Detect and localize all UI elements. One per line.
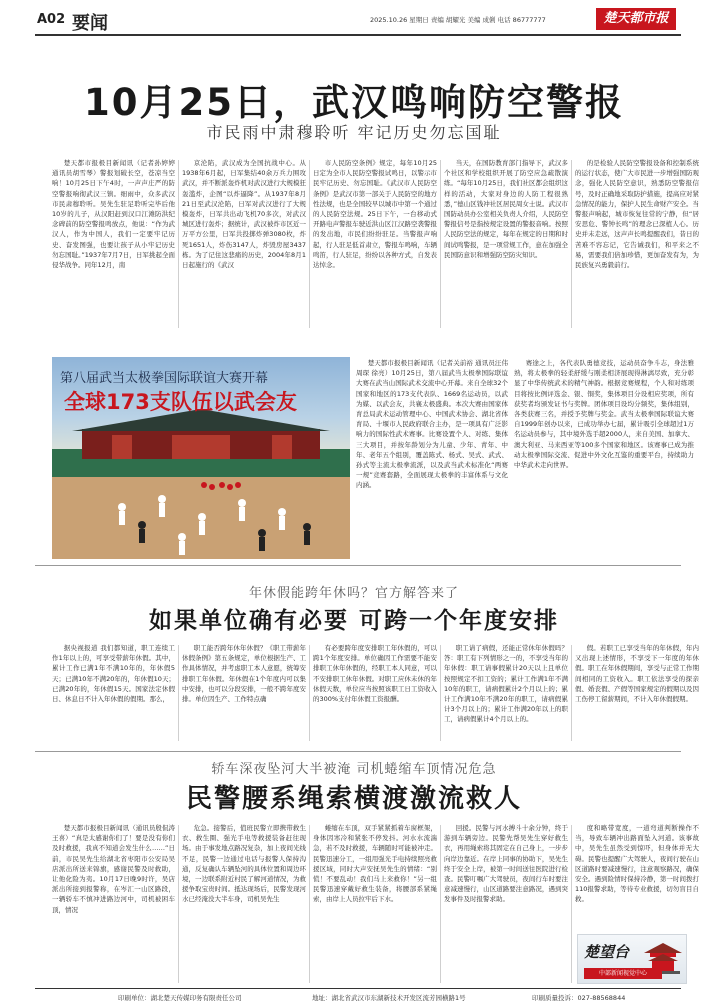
lead-headline: 10月25日，武汉鸣响防空警报 (84, 81, 624, 124)
footer-printer: 印刷单位：湖北楚天传媒印务有限责任公司 (118, 994, 242, 1002)
divider (309, 645, 310, 741)
divider (178, 160, 179, 328)
divider (571, 825, 572, 983)
divider (440, 825, 441, 983)
taiji-photo-title: 全球173支队伍以武会友 (64, 390, 297, 414)
paper-logo (596, 8, 676, 30)
page-label: A02 (37, 12, 66, 27)
taiji-col-2: 赛途之上，各代表队勇德竞技，运动员奋争斗志，身法雅熟，将太极拳的轻柔舒缓与刚柔相济展现得淋漓尽致，充分彰显了中华传统武术的精气神韵。根据竞赛规程，个人和对练项目将按比例评选金、银、铜奖，集体项目分设相应奖项，所有获奖者均颁发证书与奖牌。团体项目设均分频奖，集体组别，各类获赛三名，并授予奖牌与奖金。武当太极拳国际联谊大赛自1999年创办以来，已成功举办七届，累计吸引全球超过1万名运动员参与，其中境外选手超2000人，来自美国、加拿大、澳大利亚、马来西亚等100多个国家和地区。该赛事已成为推动太极拳国际交流、促进中外文化互鉴的重要平台，持续助力中华武术走向世界。 (514, 359, 694, 470)
taiji-col-1: 楚天都市报极目新闻讯（记者关前裕 通讯员汪伟 周琛 徐亮）10月25日，第八届武当太极拳国际联谊大赛在武当山国际武术交流中心开幕。来自全球32个国家和地区的173支代表队、1669名运动员，以武为媒、以武会友，共襄太极盛典。本次大赛由国家体育总局武术运动管理中心、中国武术协会、湖北省体育局、十堰市人民政府联合主办，是一项具有广泛影响力的国际性武术赛事。比赛设置个人、对练、集体三大项目，并按年龄划分为儿童、少年、青年、中年、老年五个组别，覆盖陈式、杨式、吴式、武式、孙式等主流太极拳流派，以及武当武术标准化“两赛一规”竞赛套路，全面展现太极拳的丰富体系与文化内涵。 (356, 359, 508, 490)
divider (309, 160, 310, 328)
ad-logo: 楚望台 (584, 943, 630, 961)
masthead-rule (35, 34, 681, 36)
section-rule (35, 751, 681, 752)
leave-col-1: 据央视报道 我们都知道，职工连续工作1年以上的，可享受带薪年休假。其中，累计工作已满1年不满10年的，年休假5天；已满10年不满20年的，年休假10天；已满20年的，年休假15天。国家法定休假日、休息日不计入年休假的假期。那么， (52, 644, 175, 704)
rescue-col-1: 楚天都市报极目新闻讯（通讯员殷侃涛 王喜）“真是太感谢你们了！要是没有你们及时救援，我真不知道会发生什么……”日前，市民吴先生给湖北省枣阳市公安局吴店派出所送来锦旗，感谢民警及时救助，让他化险为夷。10月17日晚9时许，吴店派出所接到报警称，在岑汇一山区路段，一辆轿车不慎冲进路边河中，司机被困车顶，情况 (52, 824, 175, 914)
divider (571, 645, 572, 741)
leave-col-5: 假。若职工已享受当年的年休假，年内又出现上述情形，不享受下一年度的年休假。职工在年休假期间，享受与正常工作期间相同的工资收入。职工依法享受的探亲假、婚丧假、产假等国家规定的假期以及因工伤停工留薪期间，不计入年休假假期。 (575, 644, 699, 704)
divider (178, 825, 179, 983)
taiji-photo-kicker: 第八届武当太极拳国际联谊大赛开幕 (60, 371, 269, 386)
lead-subhead: 市民雨中肃穆聆听 牢记历史勿忘国耻 (206, 123, 502, 142)
taiji-photo (52, 357, 350, 559)
lead-col-3: 市人民防空条例》规定，每年10月25日定为全市人民防空警报试鸣日，以警示市民牢记历史、勿忘国耻。《武汉市人民防空条例》是武汉市第一部关于人民防空的地方性法规，也是全国较早以城市中第一个通过的人民防空法规。25日下午，一台移动式开路电声警报车驶近洪山区江汉路空袭警报的发出地，市民们纷纷驻足。当警报声响起，行人驻足低首肃立，警报车鸣响，车辆鸣笛，行人驻足，纷纷以各种方式，自发表达悼念。 (313, 159, 437, 270)
section-title: 要闻 (72, 13, 108, 34)
rescue-kicker: 轿车深夜坠河大半被淹 司机蜷缩车顶情况危急 (211, 762, 497, 777)
masthead (0, 0, 708, 42)
date-line: 2025.10.26 星期日 责编 胡耀光 美编 成俐 电话 86777777 (370, 16, 546, 24)
leave-kicker: 年休假能跨年休吗？官方解答来了 (248, 586, 459, 601)
leave-headline: 如果单位确有必要 可跨一个年度安排 (148, 608, 559, 634)
footer-phone: 印刷质量投诉：027-88568844 (532, 994, 626, 1002)
leave-col-3: 有必要跨年度安排职工年休假的，可以跨1个年度安排。单位确因工作需要不能安排职工休年休假的，经职工本人同意，可以不安排职工休年休假。对职工应休未休的年休假天数，单位应当按照该职工日工资收入的300%支付年休假工资报酬。 (313, 644, 437, 704)
divider (178, 645, 179, 741)
rescue-headline: 民警腰系绳索横渡激流救人 (185, 784, 522, 814)
rescue-col-4: 回援。民警与河水搏斗十余分钟，终于游到车辆旁边。民警先帮吴先生穿好救生衣，再用绳索将其固定在自己身上，一步步向岸边靠近。在岸上同事的协助下，吴先生终于安全上岸，被第一时间送往医院进行检查。民警叮嘱广大驾驶员，夜间行车时要注意减速慢行，山区道路要注意路况，遇到突发事件及时报警求助。 (444, 824, 568, 904)
leave-col-2: 职工能否跨年休年休假？《职工带薪年休假条例》第五条规定，单位根据生产、工作具体情况，并考虑职工本人意愿，统筹安排职工年休假。年休假在1个年度内可以集中安排，也可以分段安排，一般不跨年度安排。单位因生产、工作特点确 (182, 644, 306, 704)
ad-block (577, 934, 687, 984)
footer-rule (35, 988, 681, 989)
leave-col-4: 职工请了病假，还能正常休年休假吗？答：职工有下列情形之一的，不享受当年的年休假：职工请事假累计20天以上且单位按照规定不扣工资的；累计工作满1年不满10年的职工，请病假累计2个月以上的；累计工作满10年不满20年的职工，请病假累计3个月以上的；累计工作满20年以上的职工，请病假累计4个月以上的。 (444, 644, 568, 724)
ad-tagline (584, 968, 662, 979)
lead-col-5: 的是检验人民防空警报设备和控制系统的运行状态，使广大市民进一步增强国防观念，强化人民防空意识，熟悉防空警报信号，及时正确地采取防护措施，提高应对紧急情况的能力，保护人民生命财产安全。当警报声响起，城市恢复往常的宁静，但“居安思危、警钟长鸣”的理念已深植人心。历史并未走远，这声声长鸣提醒我们，昔日的苦难不容忘记，它告诫我们，和平来之不易，需要我们倍加珍惜，更加奋发有为，为民族复兴勇毅前行。 (575, 159, 699, 270)
ad-tagline-text: 中部新闻视觉中心 (598, 970, 647, 977)
section-rule (35, 565, 681, 566)
footer-address: 地址：湖北省武汉市东湖新技术开发区流芳园横路1号 (312, 994, 466, 1002)
divider (309, 825, 310, 983)
divider (440, 160, 441, 328)
rescue-col-5: 度和略带宽度，一道弯道判断操作不当，导致车辆冲出路面坠入河道。该事故中，吴先生虽然受到惊吓，但身体并无大碍。民警也提醒广大驾驶人，夜间行驶在山区道路时要减速慢行，注意观察路况，确保安全。遇到险情时保持冷静，第一时间拨打110报警求助，等待专业救援，切勿盲目自救。 (575, 824, 699, 904)
lead-col-4: 当天，在国防教育部门指导下，武汉多个社区和学校组织开展了防空应急疏散演练。“每年10月25日，我们社区都会组织这样的活动，大家对身边的人防工程很熟悉，”德山区钱冲社区居民周女士说。武汉市国防动员办公室相关负责人介绍，人民防空警报信号是指按规定设置的警报音响。按照人民防空法的规定，每年在规定的日期和时间试鸣警报，是一项常规工作，意在加强全民国防意识和增强防空防灾知识。 (444, 159, 568, 259)
rescue-col-2: 危急。接警后，值班民警立即携带救生衣、救生圈、强光手电等救援装备赶往现场。由于事发地点路况复杂，加上夜间光线不足，民警一边通过电话与报警人保持沟通，反复确认车辆坠河的具体位置和周边环境，一边联系附近村民了解河道情况，为救援争取宝贵时间。抵达现场后，民警发现河水已经淹没大半车身，司机吴先生 (182, 824, 306, 904)
divider (440, 645, 441, 741)
paper-name: 楚天都市报 (603, 11, 669, 26)
lead-col-2: 京沦陷，武汉成为全国抗战中心。从1938年6月起，日军集结40余万兵力围攻武汉，并不断派轰炸机对武汉进行大规模狂轰滥炸，企图“以炸逼降”。从1937年8月21日至武汉沦陷，日军对武汉进行了大规模轰炸，日军共出动飞机70多次，对武汉城区进行轰炸；据统计，武汉被炸市区近一万平方公里，日军共投掷炸弹3080枚，炸死1651人，炸伤3147人，炸毁房屋3437栋。为了记住这悲痛的历史，2004年8月1日起施行的《武汉 (182, 159, 306, 270)
lead-col-1: 楚天都市报极目新闻讯（记者孙婷婷 通讯员胡雪琴）警报划破长空，苍凉当空响！10月25日下午4时，一声声庄严的防空警报响彻武汉三镇。细雨中，众多武汉市民肃穆聆听。吴先生驻足聆听完毕后他10岁的儿子，从汉阳赶到汉口江滩防洪纪念碑前的防空警报鸣放点，他说：“作为武汉人，作为中国人，我们一定要牢记历史、奋发图强，也要让孩子从小牢记历史勿忘国耻。”1937年7月7日，日军挑起全面侵华战争。同年12月，南 (52, 159, 175, 270)
divider (571, 160, 572, 328)
rescue-col-3: 蜷缩在车顶，双手紧紧抓着车窗框架，身体因寒冷和紧张不停发抖。河水水流湍急，若不及时救援，车辆随时可能被冲走。民警迅速分工，一组用强光手电持续照亮救援区域，同时大声安抚吴先生的情绪：“别慌！不要乱动！我们马上来救你！”另一组民警迅速穿戴好救生装备，将腰部系紧绳索，由岸上人员拉牢后下水。 (313, 824, 437, 904)
